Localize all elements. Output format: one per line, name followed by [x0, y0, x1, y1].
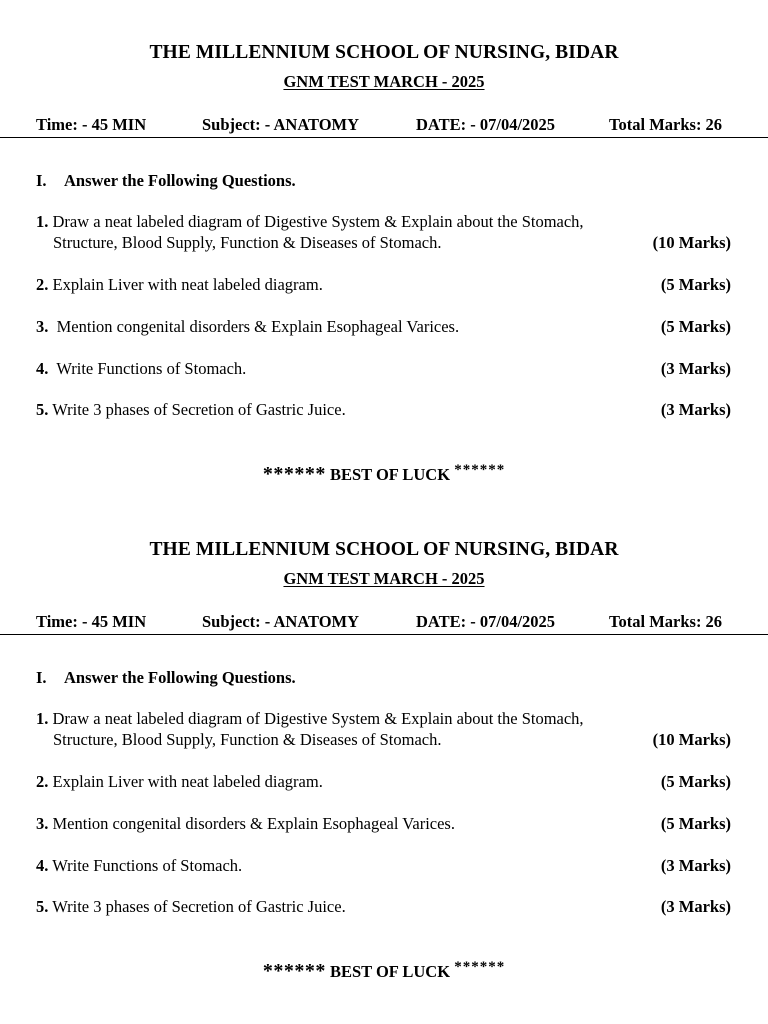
question-marks: (5 Marks) [660, 772, 731, 791]
question-text-line-2: Structure, Blood Supply, Function & Diseases of Stomach. [53, 730, 442, 749]
best-of-luck [0, 960, 768, 983]
question-text: Write 3 phases of Secretion of Gastric Juice. [48, 400, 346, 419]
question-number: 4. [36, 856, 49, 875]
question-paper-top [0, 0, 768, 500]
question-marks: (5 Marks) [660, 814, 731, 833]
exam-total-marks: Total Marks: 26 [609, 115, 723, 134]
question-marks: (3 Marks) [660, 400, 731, 419]
question-number: 4. [36, 359, 49, 378]
exam-date: DATE: - 07/04/2025 [416, 612, 556, 631]
test-name: GNM TEST MARCH - 2025 [283, 72, 485, 91]
stars-left: ****** [262, 960, 326, 982]
test-title [0, 569, 768, 589]
question-number: 5. [36, 897, 49, 916]
question-marks: (10 Marks) [652, 730, 731, 749]
question-text-line-1: Draw a neat labeled diagram of Digestive System & Explain about the Stomach, [48, 212, 584, 231]
test-name: GNM TEST MARCH - 2025 [283, 569, 485, 588]
stars-right: ****** [454, 462, 506, 478]
section-numeral: I. [36, 171, 47, 190]
exam-meta-row [0, 612, 768, 632]
school-name: THE MILLENNIUM SCHOOL OF NURSING, BIDAR [149, 539, 619, 560]
section-heading-text: Answer the Following Questions. [64, 668, 296, 687]
question-marks: (3 Marks) [660, 856, 731, 875]
question-marks: (5 Marks) [660, 275, 731, 294]
question-text: Explain Liver with neat labeled diagram. [48, 275, 323, 294]
question-number: 3. [36, 814, 49, 833]
section-heading-text: Answer the Following Questions. [64, 171, 296, 190]
question-text: Explain Liver with neat labeled diagram. [48, 772, 323, 791]
question-number: 1. [36, 709, 49, 728]
question-marks: (5 Marks) [660, 317, 731, 336]
question-number: 2. [36, 275, 49, 294]
question-paper-bottom [0, 497, 768, 997]
exam-time: Time: - 45 MIN [36, 612, 147, 631]
exam-subject: Subject: - ANATOMY [202, 612, 360, 631]
exam-time: Time: - 45 MIN [36, 115, 147, 134]
question-text-line-1: Draw a neat labeled diagram of Digestive System & Explain about the Stomach, [48, 709, 584, 728]
header-divider [0, 634, 768, 635]
exam-subject: Subject: - ANATOMY [202, 115, 360, 134]
school-name: THE MILLENNIUM SCHOOL OF NURSING, BIDAR [149, 42, 619, 63]
exam-meta-row [0, 115, 768, 135]
question-text: Write Functions of Stomach. [48, 856, 243, 875]
question-number: 3. [36, 317, 49, 336]
stars-left: ****** [262, 463, 326, 485]
exam-date: DATE: - 07/04/2025 [416, 115, 556, 134]
header-divider [0, 137, 768, 138]
question-marks: (3 Marks) [660, 897, 731, 916]
question-text: Write Functions of Stomach. [48, 359, 247, 378]
question-marks: (10 Marks) [652, 233, 731, 252]
exam-total-marks: Total Marks: 26 [609, 612, 723, 631]
question-number: 2. [36, 772, 49, 791]
section-heading [36, 668, 296, 688]
section-numeral: I. [36, 668, 47, 687]
best-of-luck-text: BEST OF LUCK [325, 465, 455, 484]
best-of-luck [0, 463, 768, 486]
section-heading [36, 171, 296, 191]
question-text: Mention congenital disorders & Explain Esophageal Varices. [48, 814, 455, 833]
question-number: 5. [36, 400, 49, 419]
stars-right: ****** [454, 959, 506, 975]
question-text-line-2: Structure, Blood Supply, Function & Diseases of Stomach. [53, 233, 442, 252]
question-text: Mention congenital disorders & Explain Esophageal Varices. [48, 317, 460, 336]
best-of-luck-text: BEST OF LUCK [325, 962, 455, 981]
question-number: 1. [36, 212, 49, 231]
question-marks: (3 Marks) [660, 359, 731, 378]
question-text: Write 3 phases of Secretion of Gastric Juice. [48, 897, 346, 916]
test-title [0, 72, 768, 92]
